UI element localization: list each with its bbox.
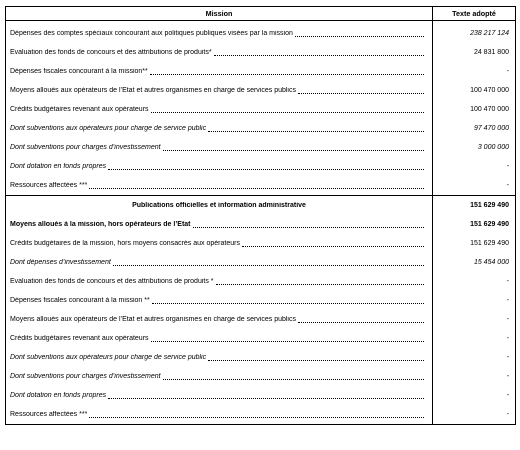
row-value-cell: [433, 43, 516, 62]
dot-leader: [163, 374, 424, 380]
row-value: -: [506, 297, 509, 304]
row-label: Dépenses des comptes spéciaux concourant aux politiques publiques visées par la mission: [10, 30, 293, 37]
row-label-cell: [6, 367, 433, 386]
row-value: -: [506, 68, 509, 75]
row-label-cell: [6, 176, 433, 196]
row-value-cell: [433, 291, 516, 310]
row-label-cell: [6, 196, 433, 216]
row-value: 3 000 000: [477, 144, 509, 151]
dot-leader: [151, 107, 424, 113]
row-label: Dont subventions pour charges d’investissement: [10, 373, 161, 380]
header-texte-adopte: Texte adopté: [433, 7, 516, 21]
dot-leader: [242, 241, 424, 247]
row-label: Ressources affectées ***: [10, 411, 88, 418]
header-mission: Mission: [6, 7, 433, 21]
table-row: [6, 138, 516, 157]
row-label-cell: [6, 405, 433, 425]
row-label: Crédits budgétaires revenant aux opérateurs: [10, 106, 149, 113]
row-label-cell: [6, 329, 433, 348]
row-label-cell: [6, 81, 433, 100]
row-value-cell: [433, 367, 516, 386]
table-row: [6, 100, 516, 119]
table-row: [6, 272, 516, 291]
dot-leader: [89, 183, 424, 189]
row-value-cell: [433, 253, 516, 272]
row-value: -: [506, 392, 509, 399]
row-label: Dépenses fiscales concourant à la mission**: [10, 68, 148, 75]
row-label: Moyens alloués aux opérateurs de l’Etat et autres organismes en charge de services publics: [10, 316, 296, 323]
row-value: 151 629 490: [470, 240, 509, 247]
dot-leader: [193, 222, 425, 228]
row-value-cell: [433, 348, 516, 367]
row-value-cell: [433, 234, 516, 253]
row-value-cell: [433, 21, 516, 44]
row-label-cell: [6, 62, 433, 81]
row-label: Dont dépenses d’investissement: [10, 259, 111, 266]
row-label: Publications officielles et information administrative: [132, 201, 306, 209]
row-value: -: [506, 411, 509, 418]
row-value-cell: [433, 176, 516, 196]
dot-leader: [208, 126, 424, 132]
row-value: -: [506, 278, 509, 285]
row-label-cell: [6, 119, 433, 138]
dot-leader: [216, 279, 424, 285]
dot-leader: [214, 50, 424, 56]
row-value-cell: [433, 81, 516, 100]
table-row: [6, 81, 516, 100]
dot-leader: [151, 336, 424, 342]
row-label-cell: [6, 386, 433, 405]
row-value-cell: [433, 62, 516, 81]
row-label: Dont subventions pour charges d’investissement: [10, 144, 161, 151]
row-value: -: [506, 182, 509, 189]
row-value: 24 831 800: [473, 49, 509, 56]
row-label-cell: [6, 291, 433, 310]
table-row: [6, 157, 516, 176]
dot-leader: [298, 88, 424, 94]
row-label: Dont subventions aux opérateurs pour charge de service public: [10, 125, 207, 132]
row-label-cell: [6, 348, 433, 367]
budget-table-wrapper: [5, 6, 515, 425]
row-value: 151 629 490: [470, 221, 509, 228]
table-row: [6, 215, 516, 234]
row-label-cell: [6, 138, 433, 157]
row-label: Crédits budgétaires de la mission, hors moyens consacrés aux opérateurs: [10, 240, 240, 247]
table-row: [6, 348, 516, 367]
row-value: 15 454 000: [473, 259, 509, 266]
row-value-cell: [433, 310, 516, 329]
row-label: Dont dotation en fonds propres: [10, 392, 107, 399]
dot-leader: [298, 317, 424, 323]
dot-leader: [89, 412, 424, 418]
row-label-cell: [6, 21, 433, 44]
row-label: Evaluation des fonds de concours et des attributions de produits*: [10, 49, 212, 56]
row-value: 238 217 124: [470, 30, 509, 37]
table-row: [6, 62, 516, 81]
row-label: Moyens alloués à la mission, hors opérateurs de l’Etat: [10, 221, 191, 228]
row-label: Dont subventions aux opérateurs pour charge de service public: [10, 354, 207, 361]
row-label-cell: [6, 157, 433, 176]
row-value-cell: [433, 138, 516, 157]
budget-table: [5, 6, 516, 425]
row-label: Moyens alloués aux opérateurs de l’Etat et autres organismes en charge de services publics: [10, 87, 296, 94]
row-label: Evaluation des fonds de concours et des attributions de produits *: [10, 278, 214, 285]
dot-leader: [150, 69, 424, 75]
table-row: [6, 176, 516, 196]
dot-leader: [113, 260, 424, 266]
table-row: [6, 291, 516, 310]
table-row: [6, 367, 516, 386]
row-value: -: [506, 373, 509, 380]
row-value: 151 629 490: [470, 202, 509, 209]
dot-leader: [295, 31, 424, 37]
row-value-cell: [433, 386, 516, 405]
dot-leader: [152, 298, 424, 304]
table-header-row: [6, 7, 516, 21]
row-label: Dont dotation en fonds propres: [10, 163, 107, 170]
row-value: 100 470 000: [470, 87, 509, 94]
row-label-cell: [6, 253, 433, 272]
row-value-cell: [433, 329, 516, 348]
row-label-cell: [6, 234, 433, 253]
row-value-cell: [433, 215, 516, 234]
row-value-cell: [433, 157, 516, 176]
row-label: Crédits budgétaires revenant aux opérateurs: [10, 335, 149, 342]
row-value-cell: [433, 196, 516, 216]
dot-leader: [163, 145, 424, 151]
row-value: -: [506, 316, 509, 323]
dot-leader: [108, 164, 424, 170]
table-row: [6, 253, 516, 272]
table-row: [6, 196, 516, 216]
table-row: [6, 234, 516, 253]
row-value: 100 470 000: [470, 106, 509, 113]
row-label: Dépenses fiscales concourant à la mission **: [10, 297, 150, 304]
table-row: [6, 119, 516, 138]
row-value-cell: [433, 100, 516, 119]
row-value-cell: [433, 272, 516, 291]
table-row: [6, 386, 516, 405]
table-body: [6, 21, 516, 425]
table-row: [6, 43, 516, 62]
table-row: [6, 405, 516, 425]
row-value-cell: [433, 119, 516, 138]
table-row: [6, 310, 516, 329]
dot-leader: [108, 393, 424, 399]
table-row: [6, 329, 516, 348]
row-value: -: [506, 354, 509, 361]
row-label-cell: [6, 310, 433, 329]
row-value: 97 470 000: [473, 125, 509, 132]
row-label-cell: [6, 215, 433, 234]
row-value: -: [506, 163, 509, 170]
row-label-cell: [6, 43, 433, 62]
row-label-cell: [6, 272, 433, 291]
dot-leader: [208, 355, 424, 361]
table-row: [6, 21, 516, 44]
row-label-cell: [6, 100, 433, 119]
row-value-cell: [433, 405, 516, 425]
row-value: -: [506, 335, 509, 342]
row-label: Ressources affectées ***: [10, 182, 88, 189]
